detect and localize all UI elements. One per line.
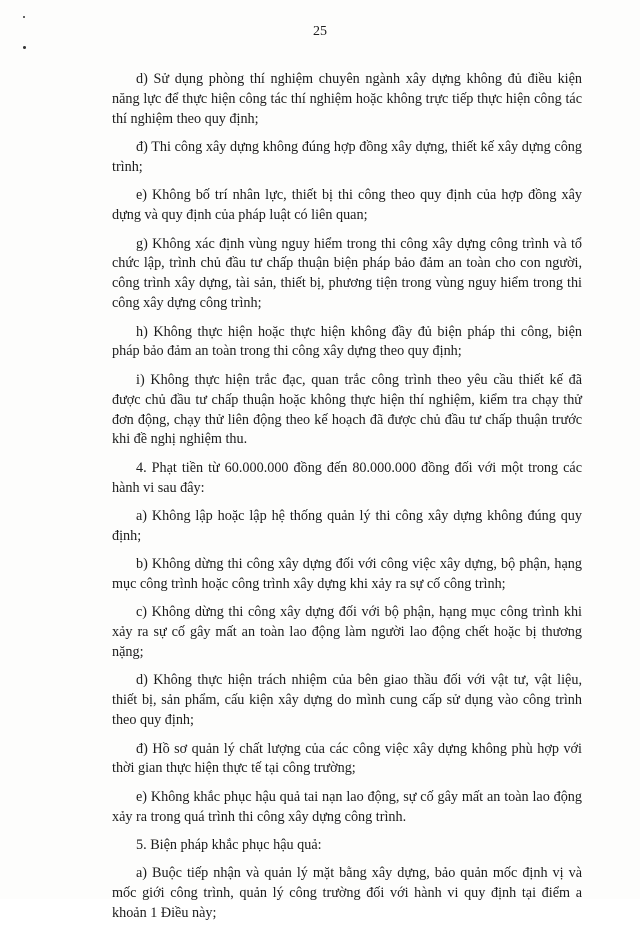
- scan-dot-mark: [23, 46, 26, 49]
- paragraph-item-h: h) Không thực hiện hoặc thực hiện không đầy đủ biện pháp thi công, biện pháp bảo đảm an toàn trong thi công xây dựng theo quy định;: [112, 323, 582, 360]
- clause-4-item-e: e) Không khắc phục hậu quả tai nạn lao động, sự cố gây mất an toàn lao động xảy ra trong quá trình thi công xây dựng công trình.: [112, 788, 582, 825]
- paragraph-item-i: i) Không thực hiện trắc đạc, quan trắc công trình theo yêu cầu thiết kế đã được chủ đầu tư chấp thuận hoặc không thực hiện thí nghiệm, kiểm tra chạy thử đơn động, chạy thử liên động theo kế hoạch đã được chủ đầu tư chấp thuận trước khi đề nghị nghiệm thu.: [112, 371, 582, 448]
- page-number: 25: [313, 24, 327, 39]
- scan-dot-mark: [23, 16, 25, 18]
- clause-4-item-a: a) Không lập hoặc lập hệ thống quản lý thi công xây dựng không đúng quy định;: [112, 507, 582, 544]
- document-body: [112, 70, 582, 932]
- paragraph-item-dd: đ) Thi công xây dựng không đúng hợp đồng xây dựng, thiết kế xây dựng công trình;: [112, 139, 582, 176]
- paragraph-item-e: e) Không bố trí nhân lực, thiết bị thi công theo quy định của hợp đồng xây dựng và quy định của pháp luật có liên quan;: [112, 187, 582, 224]
- clause-4-item-dd: đ) Hồ sơ quản lý chất lượng của các công việc xây dựng không phù hợp với thời gian thực hiện thực tế tại công trường;: [112, 740, 582, 777]
- clause-4-heading: 4. Phạt tiền từ 60.000.000 đồng đến 80.000.000 đồng đối với một trong các hành vi sau đây:: [112, 459, 582, 496]
- clause-5-heading: 5. Biện pháp khắc phục hậu quả:: [136, 836, 322, 853]
- clause-4-item-b: b) Không dừng thi công xây dựng đối với công việc xây dựng, bộ phận, hạng mục công trình hoặc công trình xây dựng khi xảy ra sự cố công trình;: [112, 556, 582, 593]
- clause-4-item-c: c) Không dừng thi công xây dựng đối với bộ phận, hạng mục công trình khi xảy ra sự cố gây mất an toàn lao động làm người lao động chết hoặc bị thương nặng;: [112, 604, 582, 661]
- clause-5-item-a: a) Buộc tiếp nhận và quản lý mặt bằng xây dựng, bảo quản mốc định vị và mốc giới công trình, quản lý công trường đối với hành vi quy định tại điểm a khoản 1 Điều này;: [112, 865, 582, 922]
- paragraph-item-d: d) Sử dụng phòng thí nghiệm chuyên ngành xây dựng không đủ điều kiện năng lực để thực hiện công tác thí nghiệm hoặc không trực tiếp thực hiện công tác thí nghiệm theo quy định;: [112, 71, 582, 127]
- paragraph-item-g: g) Không xác định vùng nguy hiểm trong thi công xây dựng công trình và tổ chức lập, trình chủ đầu tư chấp thuận biện pháp bảo đảm an toàn cho con người, công trình xây dựng, tài sản, thiết bị, phương tiện trong vùng nguy hiểm trong thi công xây dựng công trình;: [112, 235, 582, 312]
- clause-4-item-d: d) Không thực hiện trách nhiệm của bên giao thầu đối với vật tư, vật liệu, thiết bị, sản phẩm, cấu kiện xây dựng do mình cung cấp sử dụng vào công trình theo quy định;: [112, 672, 582, 729]
